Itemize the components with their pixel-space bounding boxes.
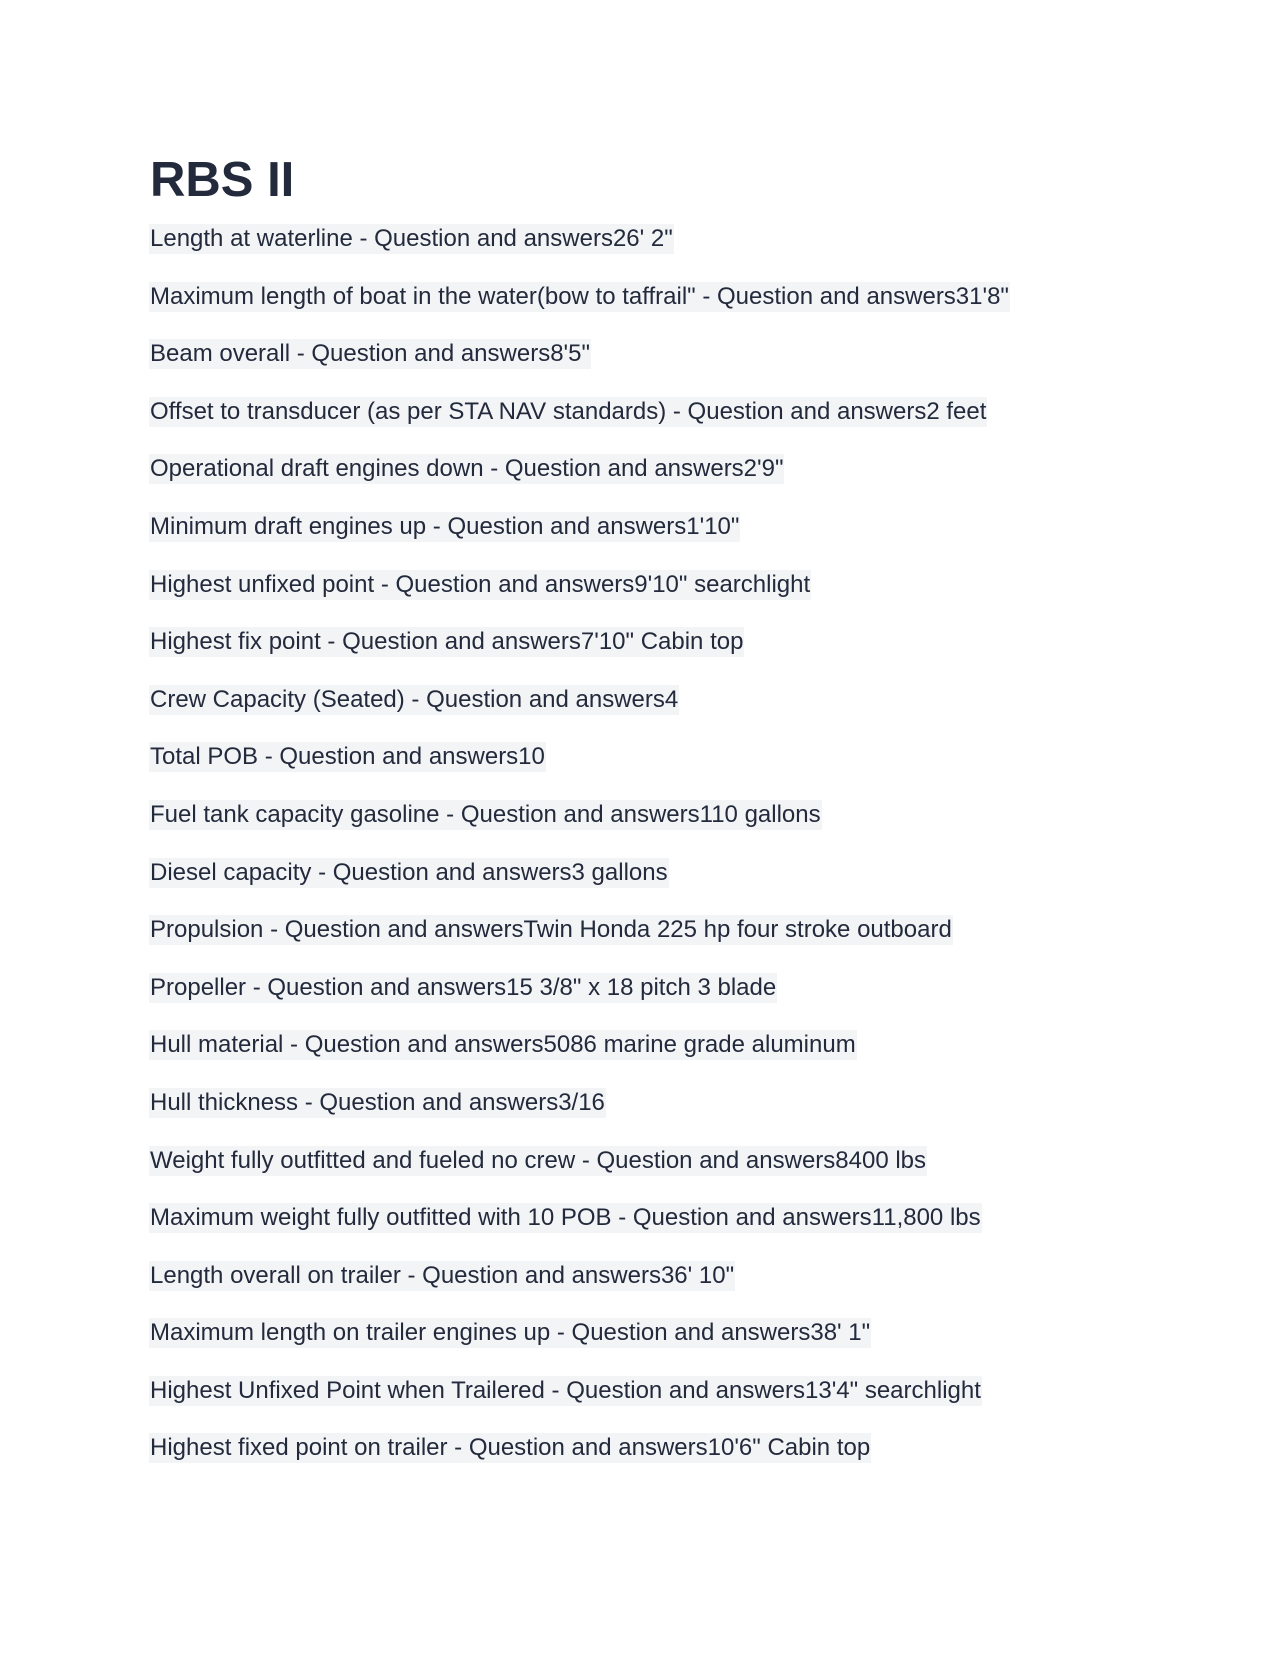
qa-text: Fuel tank capacity gasoline - Question and answers110 gallons [150, 800, 821, 828]
qa-text: Hull thickness - Question and answers3/16 [150, 1088, 605, 1116]
list-item [150, 1433, 1150, 1491]
qa-list [150, 224, 1150, 1491]
qa-text: Length overall on trailer - Question and answers36' 10" [150, 1261, 735, 1289]
qa-text: Length at waterline - Question and answers26' 2" [150, 225, 673, 252]
qa-text: Highest fixed point on trailer - Question and answers10'6" Cabin top [150, 1434, 871, 1462]
list-item [150, 454, 1150, 512]
document-page [150, 150, 1150, 1491]
qa-text: Minimum draft engines up - Question and answers1'10" [150, 512, 740, 540]
qa-text: Maximum length of boat in the water(bow to taffrail" - Question and answers31'8" [150, 282, 1009, 310]
qa-text: Offset to transducer (as per STA NAV standards) - Question and answers2 feet [150, 397, 987, 425]
qa-text: Maximum length on trailer engines up - Question and answers38' 1" [150, 1319, 871, 1347]
qa-text: Highest fix point - Question and answers7'10" Cabin top [150, 628, 744, 656]
qa-text: Total POB - Question and answers10 [150, 743, 545, 771]
list-item [150, 570, 1150, 628]
list-item [150, 627, 1150, 685]
qa-text: Highest unfixed point - Question and answers9'10" searchlight [150, 570, 811, 598]
list-item [150, 1376, 1150, 1434]
list-item [150, 397, 1150, 455]
qa-text: Highest Unfixed Point when Trailered - Question and answers13'4" searchlight [150, 1376, 981, 1404]
list-item [150, 512, 1150, 570]
qa-text: Maximum weight fully outfitted with 10 POB - Question and answers11,800 lbs [150, 1204, 981, 1232]
list-item [150, 742, 1150, 800]
qa-text: Beam overall - Question and answers8'5" [150, 340, 590, 368]
qa-text: Propeller - Question and answers15 3/8" x 18 pitch 3 blade [150, 973, 777, 1001]
qa-text: Operational draft engines down - Question and answers2'9" [150, 455, 784, 483]
page-title: RBS II [150, 153, 295, 207]
list-item [150, 1088, 1150, 1146]
list-item [150, 282, 1150, 340]
qa-text: Crew Capacity (Seated) - Question and answers4 [150, 685, 679, 713]
list-item [150, 858, 1150, 916]
qa-text: Weight fully outfitted and fueled no crew - Question and answers8400 lbs [150, 1146, 927, 1174]
qa-text: Propulsion - Question and answersTwin Honda 225 hp four stroke outboard [150, 916, 952, 944]
list-item [150, 800, 1150, 858]
list-item [150, 1203, 1150, 1261]
qa-text: Diesel capacity - Question and answers3 gallons [150, 858, 668, 886]
list-item [150, 973, 1150, 1031]
list-item [150, 1261, 1150, 1319]
list-item [150, 339, 1150, 397]
list-item [150, 685, 1150, 743]
list-item [150, 1318, 1150, 1376]
list-item [150, 1146, 1150, 1204]
qa-text: Hull material - Question and answers5086 marine grade aluminum [150, 1031, 856, 1059]
list-item [150, 224, 1150, 282]
list-item [150, 915, 1150, 973]
list-item [150, 1030, 1150, 1088]
